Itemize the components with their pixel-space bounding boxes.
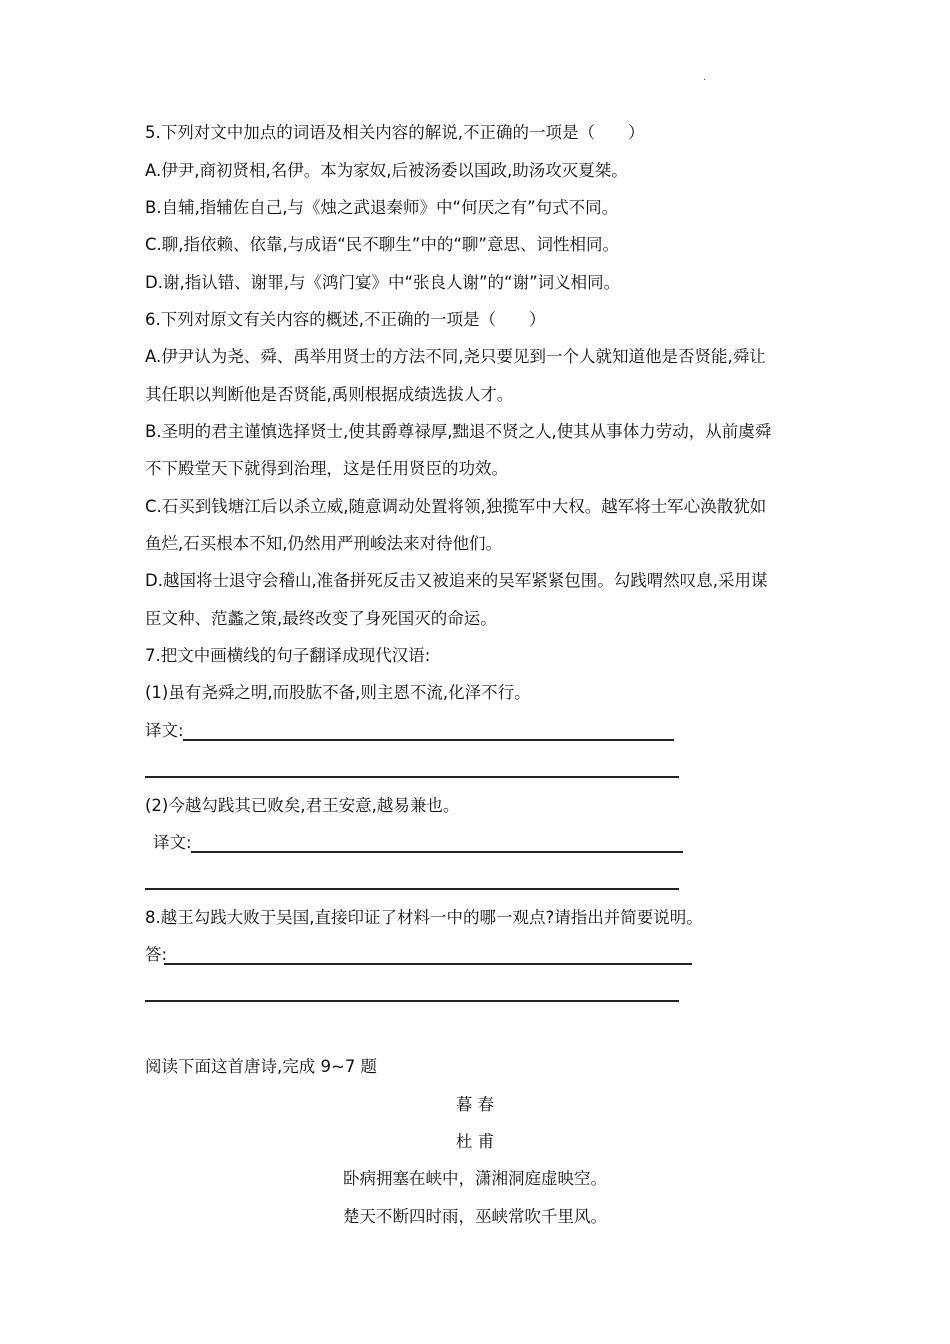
q7-answer2-line1[interactable] (191, 851, 683, 853)
q5-option-c: C.聊,指依赖、依靠,与成语“民不聊生”中的“聊”意思、词性相同。 (145, 235, 619, 254)
q7-answer1-label: 译文: (145, 721, 184, 740)
q6-option-c-line2: 鱼烂,石买根本不知,仍然用严刑峻法来对待他们。 (145, 534, 502, 553)
poem-author: 杜 甫 (455, 1132, 495, 1151)
q7-answer2-label: 译文: (153, 833, 192, 852)
q6-option-d-line2: 臣文种、范蠡之策,最终改变了身死国灭的命运。 (145, 609, 497, 628)
q7-answer1-line1[interactable] (183, 739, 674, 741)
q7-answer1-line2[interactable] (145, 776, 679, 778)
poem-intro: 阅读下面这首唐诗,完成 9~7 题 (145, 1057, 378, 1076)
q8-answer-line1[interactable] (164, 963, 692, 965)
q6-option-a-line1: A.伊尹认为尧、舜、禹举用贤士的方法不同,尧只要见到一个人就知道他是否贤能,舜让 (145, 347, 766, 366)
poem-line-1: 卧病拥塞在峡中，潇湘洞庭虚映空。 (343, 1169, 607, 1188)
q6-stem: 6.下列对原文有关内容的概述,不正确的一项是（ ） (145, 310, 546, 329)
poem-title: 暮 春 (455, 1095, 495, 1114)
q7-sub1: (1)虽有尧舜之明,而股肱不备,则主恩不流,化泽不行。 (145, 683, 531, 702)
q5-option-d: D.谢,指认错、谢罪,与《鸿门宴》中“张良人谢”的“谢”词义相同。 (145, 273, 621, 292)
q6-option-b-line1: B.圣明的君主谨慎选择贤士,使其爵尊禄厚,黜退不贤之人,使其从事体力劳动，从前虞舜 (145, 422, 772, 441)
q5-option-a: A.伊尹,商初贤相,名伊。本为家奴,后被汤委以国政,助汤攻灭夏桀。 (145, 161, 628, 180)
q6-option-b-line2: 不下殿堂天下就得到治理，这是任用贤臣的功效。 (145, 459, 508, 478)
q7-stem: 7.把文中画横线的句子翻译成现代汉语: (145, 646, 431, 665)
q6-option-d-line1: D.越国将士退守会稽山,准备拼死反击又被追来的吴军紧紧包围。勾践喟然叹息,采用谋 (145, 571, 768, 590)
q8-stem: 8.越王勾践大败于吴国,直接印证了材料一中的哪一观点?请指出并简要说明。 (145, 908, 703, 927)
q7-answer2-line2[interactable] (145, 888, 679, 890)
q5-stem: 5.下列对文中加点的词语及相关内容的解说,不正确的一项是（ ） (145, 123, 645, 142)
q6-option-c-line1: C.石买到钱塘江后以杀立威,随意调动处置将领,独揽军中大权。越军将士军心涣散犹如 (145, 497, 767, 516)
page-mark: . (703, 72, 707, 83)
q5-option-b: B.自辅,指辅佐自己,与《烛之武退秦师》中“何厌之有”句式不同。 (145, 198, 619, 217)
q6-option-a-line2: 其任职以判断他是否贤能,禹则根据成绩选拔人才。 (145, 385, 514, 404)
q8-answer-label: 答: (145, 945, 168, 964)
q7-sub2: (2)今越勾践其已败矣,君王安意,越易兼也。 (145, 796, 460, 815)
poem-line-2: 楚天不断四时雨，巫峡常吹千里风。 (343, 1207, 607, 1226)
q8-answer-line2[interactable] (145, 1000, 679, 1002)
